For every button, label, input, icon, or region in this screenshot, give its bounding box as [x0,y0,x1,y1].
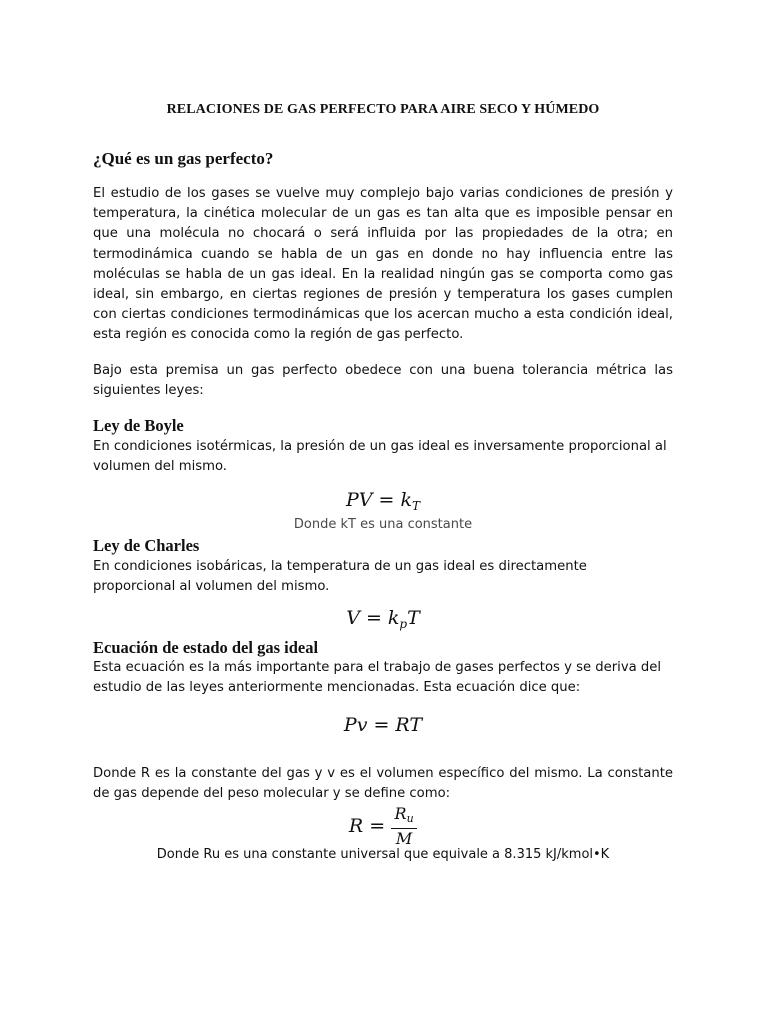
boyle-equation-subscript: T [412,499,421,513]
charles-equation-lhs: V = k [346,607,400,629]
gas-constant-equation [93,805,673,847]
boyle-equation-main: PV = k [345,489,412,511]
charles-equation-subscript: p [399,617,408,631]
boyle-text: En condiciones isotérmicas, la presión de un gas ideal es inversamente proporcional al volumen del mismo. [93,439,667,475]
universal-constant-note: Donde Ru es una constante universal que equivale a 8.315 kJ/kmol•K [156,847,610,862]
fraction-numerator [393,805,416,827]
boyle-equation [93,489,673,513]
charles-equation [93,607,673,631]
fraction-denominator: M [395,829,413,848]
document-title: RELACIONES DE GAS PERFECTO PARA AIRE SECO Y HÚMEDO [166,102,600,117]
numerator-subscript: u [406,812,414,825]
gas-constant-lhs: R = [348,815,386,837]
charles-text: En condiciones isobáricas, la temperatura de un gas ideal es directamente proporcional al volumen del mismo. [93,559,587,595]
intro-paragraph: El estudio de los gases se vuelve muy complejo bajo varias condiciones de presión y temperatura, la cinética molecular de un gas es tan alta que es imposible pensar en que una molécula no chocará o será influida por las propiedades de la otra; en termodinámica cuando se habla de un gas en donde no hay influencia entre las moléculas se habla de un gas ideal. En la realidad ningún gas se comporta como gas ideal, sin embargo, en ciertas regiones de presión y temperatura los gases cumplen con ciertas condiciones termodinámicas que los acercan mucho a esta condición ideal, esta región es conocida como la región de gas perfecto. [93,186,673,343]
charles-heading: Ley de Charles [93,536,200,555]
boyle-heading: Ley de Boyle [93,416,184,435]
numerator-symbol: R [394,804,407,823]
ideal-gas-equation: Pv = RT [343,714,423,736]
ideal-gas-text: Esta ecuación es la más importante para el trabajo de gases perfectos y se deriva del estudio de las leyes anteriormente mencionadas. Esta ecuación dice que: [93,660,662,696]
gas-constant-explanation: Donde R es la constante del gas y v es el volumen específico del mismo. La constante de gas depende del peso molecular y se define como: [93,766,673,802]
charles-equation-rhs: T [407,607,420,629]
question-heading: ¿Qué es un gas perfecto? [93,149,274,168]
boyle-note: Donde kT es una constante [293,517,473,532]
ideal-gas-heading: Ecuación de estado del gas ideal [93,638,319,657]
premise-paragraph: Bajo esta premisa un gas perfecto obedece con una buena tolerancia métrica las siguientes leyes: [93,363,673,399]
gas-constant-fraction [391,805,417,847]
